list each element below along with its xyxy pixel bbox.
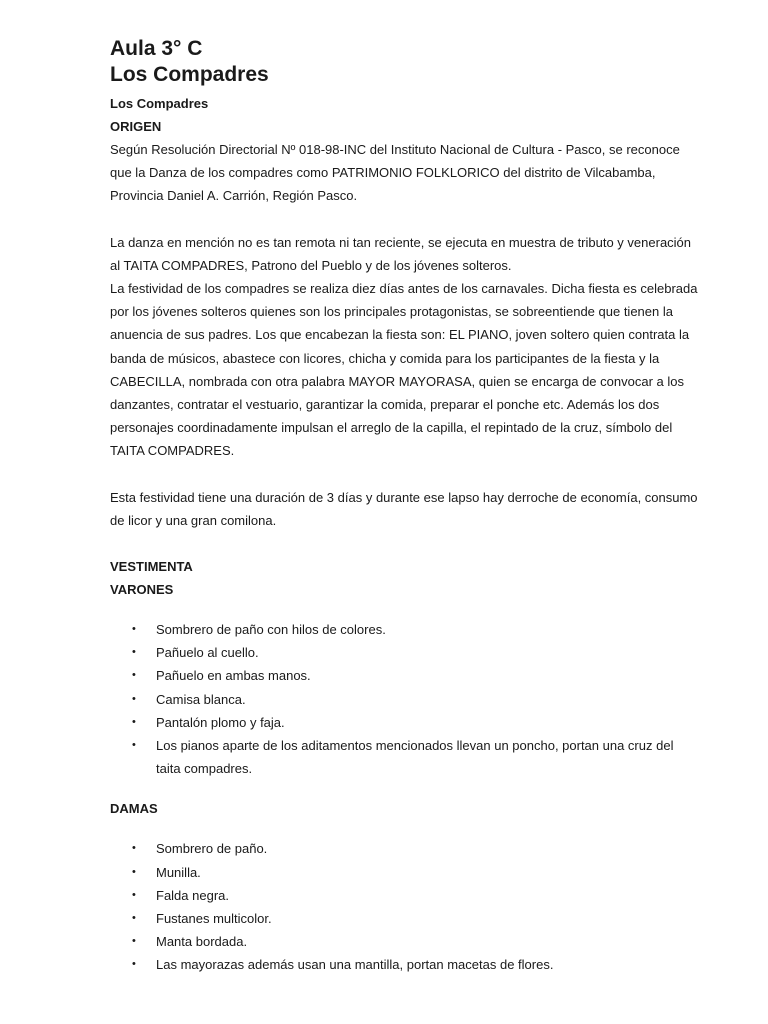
men-clothing-list: [110, 618, 700, 780]
list-item: • Las mayorazas además usan una mantilla, portan macetas de flores.: [110, 953, 700, 976]
section-subtitle: Los Compadres: [110, 96, 209, 111]
document-title: [110, 36, 700, 88]
bullet-icon: •: [132, 842, 136, 855]
origin-paragraph-3: La festividad de los compadres se realiza diez días antes de los carnavales. Dicha fiesta es celebrada por los jóvenes solteros quienes son los principales protagonistas, se sobreentiende que tienen la anuencia de sus padres. Los que encabezan la fiesta son: EL PIANO, joven soltero quien contrata la banda de músicos, abastece con licores, chicha y comida para los participantes de la fiesta y la CABECILLA, nombrada con otra palabra MAYOR MAYORASA, quien se encarga de convocar a los danzantes, contratar el vestuario, garantizar la comida, preparar el ponche etc. Además los dos personajes coordinadamente impulsan el arreglo de la capilla, el repintado de la cruz, símbolo del TAITA COMPADRES.: [110, 281, 698, 459]
bullet-icon: •: [132, 692, 136, 705]
bullet-icon: •: [132, 935, 136, 948]
list-item: • Munilla.: [110, 861, 700, 884]
list-item: • Sombrero de paño.: [110, 837, 700, 860]
origin-paragraph-1: Según Resolución Directorial Nº 018-98-INC del Instituto Nacional de Cultura - Pasco, se reconoce que la Danza de los compadres como PATRIMONIO FOLKLORICO del distrito de Vilcabamba, Provincia Daniel A. Carrión, Región Pasco.: [110, 142, 680, 204]
list-item: • Pantalón plomo y faja.: [110, 711, 700, 734]
women-heading: DAMAS: [110, 801, 158, 817]
bullet-icon: •: [132, 888, 136, 901]
bullet-icon: •: [132, 865, 136, 878]
list-item: • Manta bordada.: [110, 930, 700, 953]
clothing-heading: VESTIMENTA: [110, 559, 193, 575]
origin-paragraph-4: Esta festividad tiene una duración de 3 días y durante ese lapso hay derroche de economía, consumo de licor y una gran comilona.: [110, 489, 698, 528]
men-heading: VARONES: [110, 582, 174, 598]
document-page: [110, 36, 700, 977]
bullet-icon: •: [132, 623, 136, 636]
list-item: • Camisa blanca.: [110, 688, 700, 711]
title-line-2: Los Compadres: [110, 63, 269, 86]
list-item: • Falda negra.: [110, 884, 700, 907]
women-clothing-list: [110, 837, 700, 976]
list-item: • Pañuelo en ambas manos.: [110, 664, 700, 687]
bullet-icon: •: [132, 646, 136, 659]
origin-paragraph-2: La danza en mención no es tan remota ni tan reciente, se ejecuta en muestra de tributo y veneración al TAITA COMPADRES, Patrono del Pueblo y de los jóvenes solteros.: [110, 234, 692, 273]
list-item: • Fustanes multicolor.: [110, 907, 700, 930]
bullet-icon: •: [132, 958, 136, 971]
bullet-icon: •: [132, 669, 136, 682]
title-line-1: Aula 3° C: [110, 37, 203, 60]
bullet-icon: •: [132, 715, 136, 728]
bullet-icon: •: [132, 739, 136, 752]
origin-heading: ORIGEN: [110, 119, 162, 134]
list-item: • Los pianos aparte de los aditamentos mencionados llevan un poncho, portan una cruz del taita compadres.: [110, 734, 700, 780]
list-item: • Sombrero de paño con hilos de colores.: [110, 618, 700, 641]
bullet-icon: •: [132, 912, 136, 925]
list-item: • Pañuelo al cuello.: [110, 641, 700, 664]
